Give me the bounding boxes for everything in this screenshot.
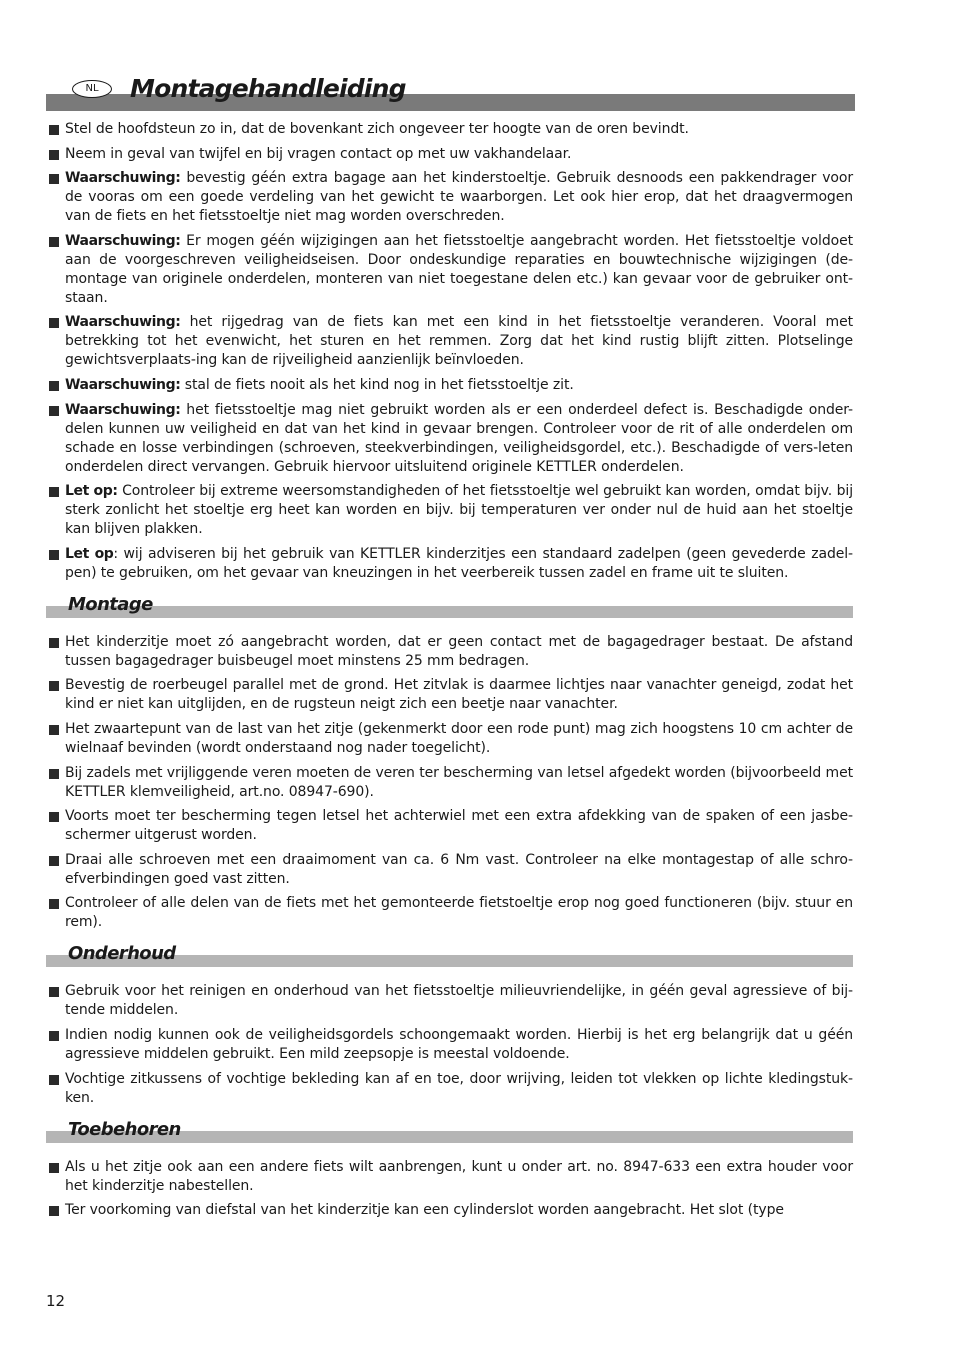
- list-item: [46, 720, 853, 758]
- square-bullet-icon: [49, 899, 59, 909]
- section-bar: [46, 606, 853, 618]
- page-number: 12: [46, 1292, 66, 1310]
- item-text: Vochtige zitkussens of vochtige bekleding kan af en toe, door wrijving, leiden tot vlekken op lichte kledingstuk-ken.: [65, 1070, 853, 1106]
- square-bullet-icon: [49, 725, 59, 735]
- item-label: Waarschuwing:: [65, 232, 181, 249]
- square-bullet-icon: [49, 769, 59, 779]
- item-text: Het kinderzitje moet zó aangebracht worden, dat er geen contact met de bagagedrager bestaat. De afstand tussen bagagedrager buisbeugel moet minstens 25 mm bedragen.: [65, 633, 853, 669]
- language-badge: NL: [72, 80, 112, 98]
- list-item: [46, 807, 853, 845]
- item-text: Stel de hoofdsteun zo in, dat de bovenkant zich ongeveer ter hoogte van de oren bevindt.: [65, 121, 689, 137]
- list-item: [46, 1070, 853, 1108]
- list-item: [46, 676, 853, 714]
- square-bullet-icon: [49, 237, 59, 247]
- item-text: Het zwaartepunt van de last van het zitje (gekenmerkt door een rode punt) mag zich hoogstens 10 cm achter de wielnaaf bevinden (wordt onderstaand nog nader toegelicht).: [65, 720, 853, 756]
- item-text: Neem in geval van twijfel en bij vragen contact op met uw vakhandelaar.: [65, 145, 572, 162]
- item-label: Let op:: [65, 483, 118, 500]
- square-bullet-icon: [49, 987, 59, 997]
- list-item: [46, 545, 853, 583]
- list-item: [46, 169, 853, 226]
- square-bullet-icon: [49, 1206, 59, 1216]
- main-content: [46, 120, 853, 1226]
- item-text: Controleer of alle delen van de fiets met het gemonteerde fietstoeltje erop nog goed functioneren (bijv. stuur en rem).: [65, 895, 853, 931]
- square-bullet-icon: [49, 487, 59, 497]
- square-bullet-icon: [49, 318, 59, 328]
- section-heading: Montage: [68, 593, 153, 615]
- list-item: [46, 482, 853, 539]
- item-text: Controleer bij extreme weersomstandigheden of het fietsstoeltje wel gebruikt kan worden, omdat bijv. bij sterk zonlicht het stoeltje erg heet kan worden en bijv. bij temperaturen ver onder nul de huid aan het stoeltje kan blijven plakken.: [65, 483, 853, 538]
- item-text: Gebruik voor het reinigen en onderhoud van het fietsstoeltje milieuvriendelijke, in géén geval agressieve of bij-tende middelen.: [65, 983, 853, 1019]
- item-label: Waarschuwing:: [65, 401, 181, 418]
- list-item: [46, 376, 853, 395]
- square-bullet-icon: [49, 638, 59, 648]
- section-header: [46, 1118, 853, 1156]
- item-label: Waarschuwing:: [65, 314, 181, 331]
- item-text: Bij zadels met vrijliggende veren moeten de veren ter bescherming van letsel afgedekt worden (bijvoorbeeld met KETTLER klemveiligheid, art.no. 08947-690).: [65, 764, 853, 800]
- section-header: [46, 942, 853, 980]
- item-text: : wij adviseren bij het gebruik van KETTLER kinderzitjes een standaard zadelpen (geen gevederde zadel-pen) te gebruiken, om het gevaar van kneuzingen in het veerbereik tussen zadel en frame uit te sluiten.: [65, 545, 853, 581]
- list-item: [46, 633, 853, 671]
- item-text: het fietsstoeltje mag niet gebruikt worden als er een onderdeel defect is. Beschadigde onder-delen kunnen uw veiligheid en dat van het kind in gevaar brengen. Controleer voor de rit of alle onderdelen om schade en losse verbindingen (schroeven, steekverbindingen, veiligheidsgordel, etc.). Beschadigde of vers-leten onderdelen direct vervangen. Gebruik hiervoor uitsluitend originele KETTLER onderdelen.: [65, 401, 853, 475]
- section-list: [46, 633, 853, 933]
- list-item: [46, 894, 853, 932]
- square-bullet-icon: [49, 1031, 59, 1041]
- page-header: [46, 74, 855, 112]
- item-text: Voorts moet ter bescherming tegen letsel het achterwiel met een extra afdekking van de spaken of een jasbe-schermer uitgerust worden.: [65, 808, 853, 844]
- list-item: [46, 120, 853, 139]
- item-text: bevestig géén extra bagage aan het kinderstoeltje. Gebruik desnoods een pakkendrager voor de vooras om een goede verdeling van het gewicht te waarborgen. Let ook hier erop, dat het draagvermogen van de fiets en het fietsstoeltje niet mag worden overschreden.: [65, 170, 853, 225]
- section-heading: Toebehoren: [68, 1118, 181, 1140]
- item-text: Draai alle schroeven met een draaimoment van ca. 6 Nm vast. Controleer na elke montagestap of alle schro-efverbindingen goed vast zitten.: [65, 851, 853, 887]
- sections-container: [46, 593, 853, 1220]
- item-text: Er mogen géén wijzigingen aan het fietsstoeltje aangebracht worden. Het fietsstoeltje voldoet aan de voorgeschreven veiligheidseisen. Door ondeskundige reparaties en bouwtechnische wijzigingen (de-montage van originele onderdelen, monteren van niet toegestane delen etc.) kan gevaar voor de gebruiker ont-staan.: [65, 232, 853, 306]
- intro-list: [46, 120, 853, 583]
- item-label: Waarschuwing:: [65, 376, 181, 393]
- item-label: Waarschuwing:: [65, 170, 181, 187]
- square-bullet-icon: [49, 550, 59, 560]
- item-text: Bevestig de roerbeugel parallel met de grond. Het zitvlak is daarmee lichtjes naar vanachter geneigd, zodat het kind er niet kan uitglijden, en de rugsteun neigt zich een beetje naar vanachter.: [65, 677, 853, 713]
- item-text: het rijgedrag van de fiets kan met een kind in het fietsstoeltje veranderen. Vooral met betrekking tot het evenwicht, het sturen en het remmen. Zorg dat het kind rustig blijft zitten. Plotselinge gewichtsverplaats-ing kan de rijveiligheid aanzienlijk beïnvloeden.: [65, 314, 853, 369]
- square-bullet-icon: [49, 381, 59, 391]
- item-text: Als u het zitje ook aan een andere fiets wilt aanbrengen, kunt u onder art. no. 8947-633 een extra houder voor het kinderzitje nabestellen.: [65, 1158, 853, 1194]
- item-text: Indien nodig kunnen ook de veiligheidsgordels schoongemaakt worden. Hierbij is het erg belangrijk dat u géén agressieve middelen gebruikt. Een mild zeepsopje is meestal voldoende.: [65, 1026, 853, 1062]
- square-bullet-icon: [49, 812, 59, 822]
- section-list: [46, 1158, 853, 1221]
- list-item: [46, 982, 853, 1020]
- square-bullet-icon: [49, 125, 59, 135]
- square-bullet-icon: [49, 856, 59, 866]
- item-label: Let op: [65, 545, 114, 562]
- list-item: [46, 1201, 853, 1220]
- list-item: [46, 1026, 853, 1064]
- section-header: [46, 593, 853, 631]
- list-item: [46, 313, 853, 370]
- square-bullet-icon: [49, 681, 59, 691]
- list-item: [46, 851, 853, 889]
- list-item: [46, 764, 853, 802]
- square-bullet-icon: [49, 1163, 59, 1173]
- list-item: [46, 232, 853, 308]
- page-title: Montagehandleiding: [130, 74, 406, 103]
- square-bullet-icon: [49, 406, 59, 416]
- item-text: stal de fiets nooit als het kind nog in het fietsstoeltje zit.: [180, 376, 574, 393]
- list-item: [46, 401, 853, 477]
- square-bullet-icon: [49, 1075, 59, 1085]
- square-bullet-icon: [49, 150, 59, 160]
- section-list: [46, 982, 853, 1107]
- list-item: [46, 145, 853, 164]
- section-heading: Onderhoud: [68, 943, 176, 965]
- item-text: Ter voorkoming van diefstal van het kinderzitje kan een cylinderslot worden aangebracht. Het slot (type: [65, 1202, 784, 1219]
- list-item: [46, 1158, 853, 1196]
- square-bullet-icon: [49, 174, 59, 184]
